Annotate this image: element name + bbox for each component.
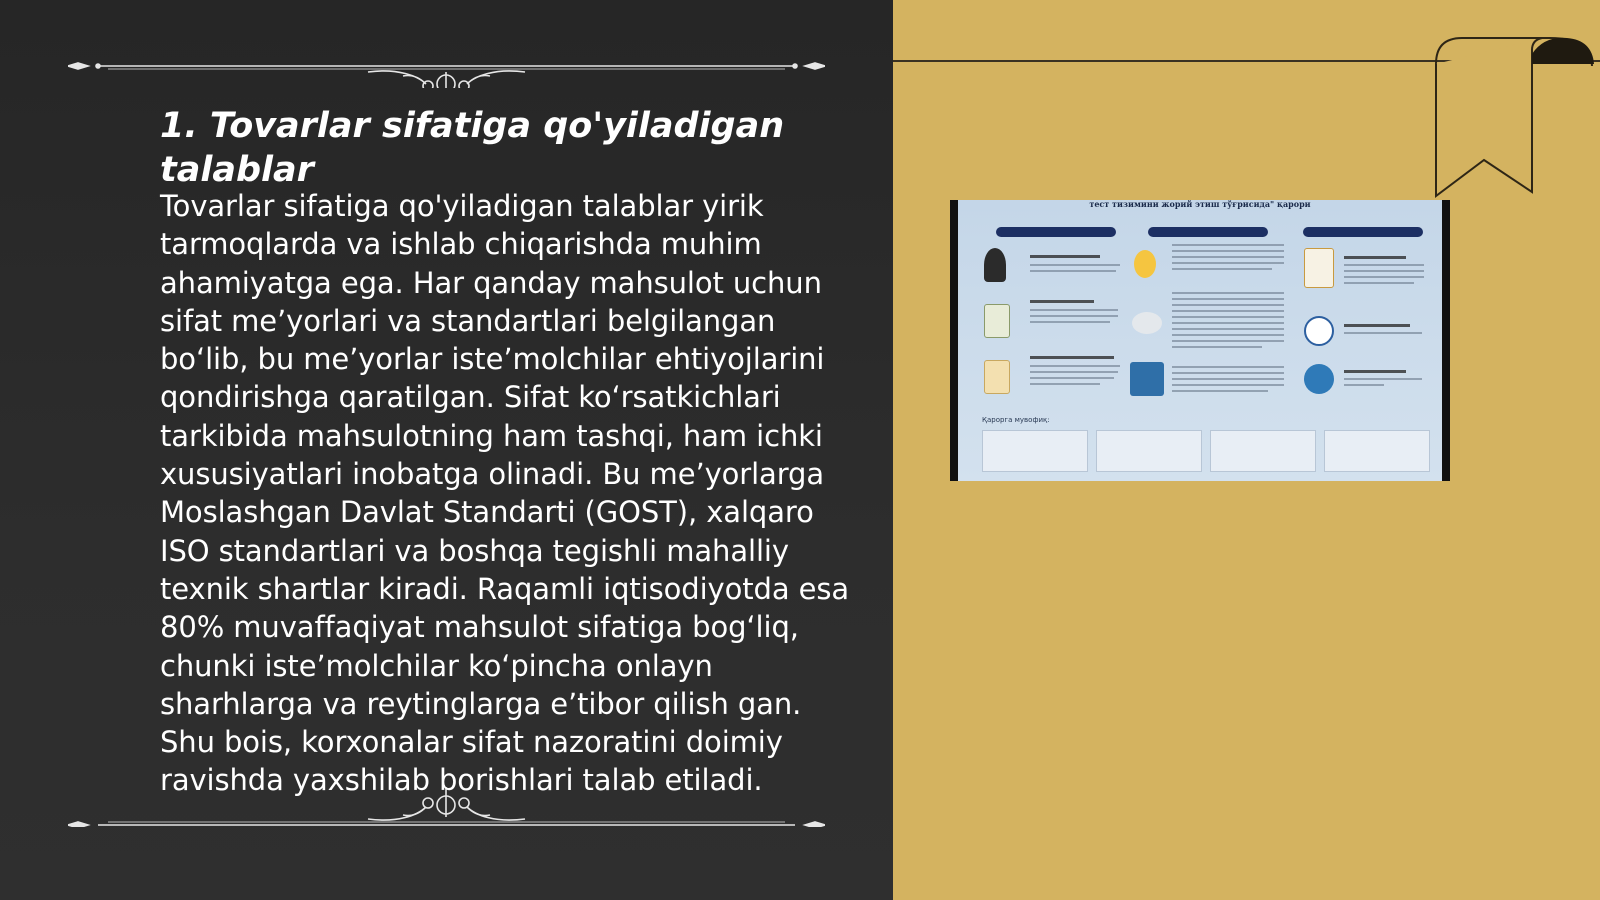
infographic-image [950,200,1450,481]
text-line [1344,282,1414,284]
text-line [1172,316,1284,318]
text-line [1172,322,1284,324]
infographic-caption: Қарорга мувофиқ: [982,416,1050,424]
text-line [1030,383,1100,385]
text-line [1030,300,1094,303]
text-line [1344,370,1406,373]
infographic-canvas [958,200,1442,481]
globe-icon [1304,364,1334,394]
text-line [1344,332,1422,334]
infographic-header: тест тизимини жорий этиш тўғрисида" қарори [1089,200,1311,209]
text-line [1030,371,1118,373]
text-line [1172,292,1284,294]
text-line [1172,328,1284,330]
slide-body-text: Tovarlar sifatiga qo'yiladigan talablar yirik tarmoqlarda va ishlab chiqarishda muhim ahamiyatga ega. Har qanday mahsulot uchun sifat me’yorlari va standartlari belgilangan bo‘lib, bu me’yorlar iste’molchilar ehtiyojlarini qondirishga qaratilgan. Sifat ko‘rsatkichlari tarkibida mahsulotning ham tashqi, ham ichki xususiyatlari inobatga olinadi. Bu me’yorlarga Moslashgan Davlat Standarti (GOST), xalqaro ISO standartlari va boshqa tegishli mahalliy texnik shartlar kiradi. Raqamli iqtisodiyotda esa 80% muvaffaqiyat mahsulot sifatiga bog‘liq, chunki iste’molchilar ko‘pincha onlayn sharhlarga va reytinglarga e’tibor qilish gan. Shu bois, korxonalar sifat nazoratini doimiy ravishda yaxshilab borishlari talab etiladi. [160,189,850,798]
text-line [1344,324,1410,327]
text-line [1344,378,1422,380]
text-line [1030,321,1110,323]
text-line [1172,390,1268,392]
text-line [1344,384,1384,386]
infographic-box-3 [1210,430,1316,472]
text-line [1344,264,1424,266]
text-line [1344,276,1424,278]
text-line [1030,365,1120,367]
infographic-pill-2 [1148,227,1268,237]
building-icon [1130,362,1164,396]
text-line [1030,270,1116,272]
infographic-pill-1 [996,227,1116,237]
text-line [1172,304,1284,306]
text-line [1172,372,1284,374]
pillow-icon [1132,312,1162,334]
text-line [1344,256,1406,259]
text-line [1172,256,1284,258]
text-line [1030,356,1114,359]
certificate-icon [984,304,1010,338]
infographic-box-1 [982,430,1088,472]
text-line [1030,377,1114,379]
text-line [1030,309,1118,311]
text-line [1030,315,1118,317]
text-line [1172,298,1284,300]
lightbulb-icon [1134,250,1156,278]
text-line [1172,310,1284,312]
text-line [1172,378,1284,380]
calendar-icon [1304,248,1334,288]
text-line [1172,268,1272,270]
text-line [1172,346,1262,348]
bookmark-icon [1432,36,1597,198]
text-line [1172,334,1284,336]
slide-title: 1. Tovarlar sifatiga qo'yiladigan talablar [160,106,785,190]
infographic-box-2 [1096,430,1202,472]
text-line [1172,340,1284,342]
text-line [1172,384,1284,386]
lab-flask-icon [1304,316,1334,346]
top-ornament [68,48,825,88]
text-line [1172,244,1284,246]
document-icon [984,360,1010,394]
text-line [1172,366,1284,368]
infographic-pill-3 [1303,227,1423,237]
text-line [1172,250,1284,252]
text-line [1344,270,1424,272]
text-line [1030,264,1120,266]
text-line [1030,255,1100,258]
text-line [1172,262,1284,264]
graduate-icon [984,248,1006,282]
infographic-box-4 [1324,430,1430,472]
